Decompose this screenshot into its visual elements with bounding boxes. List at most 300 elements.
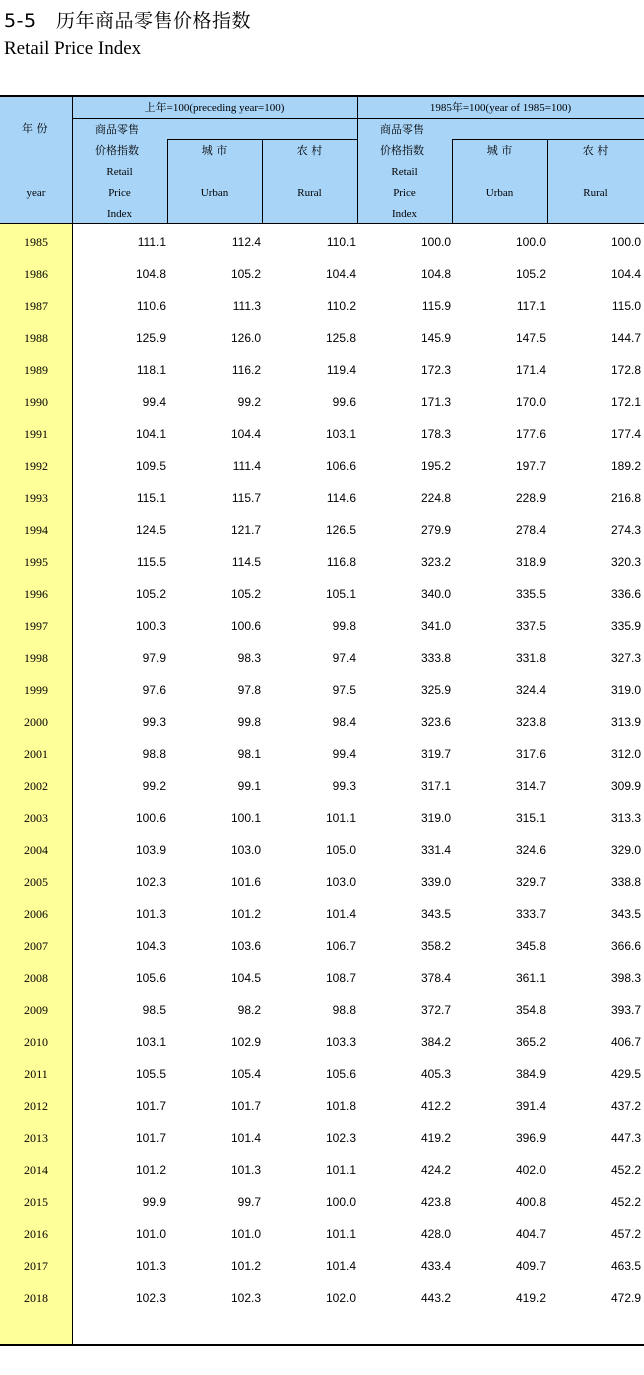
value-cell: 224.8 (420, 491, 451, 505)
value-cell: 98.4 (332, 715, 356, 729)
value-cell: 101.4 (325, 1259, 356, 1273)
value-cell: 98.1 (237, 747, 261, 761)
value-cell: 391.4 (515, 1099, 546, 1113)
value-cell: 98.8 (142, 747, 166, 761)
value-cell: 106.7 (325, 939, 356, 953)
value-cell: 338.8 (610, 875, 641, 889)
value-cell: 463.5 (610, 1259, 641, 1273)
value-cell: 354.8 (515, 1003, 546, 1017)
value-cell: 97.8 (237, 683, 261, 697)
value-cell: 333.8 (420, 651, 451, 665)
value-cell: 345.8 (515, 939, 546, 953)
value-cell: 125.8 (325, 331, 356, 345)
value-cell: 412.2 (420, 1099, 451, 1113)
value-cell: 101.4 (230, 1131, 261, 1145)
value-cell: 97.4 (332, 651, 356, 665)
retail-index-header-en: Index (106, 208, 133, 220)
year-cell: 2002 (24, 779, 48, 793)
value-cell: 378.4 (420, 971, 451, 985)
value-cell: 101.8 (325, 1099, 356, 1113)
year-cell: 2015 (24, 1195, 48, 1209)
value-cell: 97.5 (332, 683, 356, 697)
table-row (0, 1281, 644, 1313)
value-cell: 409.7 (515, 1259, 546, 1273)
value-cell: 472.9 (610, 1291, 641, 1305)
table-row (0, 961, 644, 993)
value-cell: 423.8 (420, 1195, 451, 1209)
value-cell: 110.1 (326, 235, 356, 249)
table-row (0, 257, 644, 289)
rural-header-cn: 农 村 (296, 144, 323, 157)
value-cell: 99.1 (237, 779, 261, 793)
year-cell: 2005 (24, 875, 48, 889)
year-cell: 2009 (24, 1003, 48, 1017)
value-cell: 402.0 (515, 1163, 546, 1177)
table-row (0, 993, 644, 1025)
year-cell: 1990 (24, 395, 48, 409)
value-cell: 101.0 (135, 1227, 166, 1241)
value-cell: 315.1 (515, 811, 546, 825)
retail-index-header-cn: 价格指数 (380, 144, 424, 157)
year-cell: 1985 (24, 235, 48, 249)
value-cell: 103.9 (135, 843, 166, 857)
value-cell: 279.9 (420, 523, 451, 537)
value-cell: 419.2 (420, 1131, 451, 1145)
group-divider (357, 97, 358, 223)
value-cell: 109.5 (135, 459, 166, 473)
table-row (0, 513, 644, 545)
value-cell: 343.5 (610, 907, 641, 921)
table-row (0, 801, 644, 833)
value-cell: 317.1 (420, 779, 451, 793)
year-cell: 2013 (24, 1131, 48, 1145)
page-subtitle: Retail Price Index (4, 38, 142, 59)
value-cell: 106.6 (325, 459, 356, 473)
table-row (0, 897, 644, 929)
value-cell: 100.0 (610, 235, 641, 249)
value-cell: 278.4 (515, 523, 546, 537)
value-cell: 124.5 (135, 523, 166, 537)
value-cell: 313.9 (610, 715, 641, 729)
year-cell: 2017 (24, 1259, 48, 1273)
value-cell: 309.9 (610, 779, 641, 793)
value-cell: 110.6 (136, 299, 166, 313)
value-cell: 100.1 (230, 811, 261, 825)
group-underline (72, 118, 644, 119)
value-cell: 145.9 (420, 331, 451, 345)
value-cell: 101.2 (135, 1163, 166, 1177)
table-row (0, 1185, 644, 1217)
value-cell: 115.1 (136, 491, 166, 505)
value-cell: 147.5 (515, 331, 546, 345)
year-cell: 2000 (24, 715, 48, 729)
value-cell: 170.0 (515, 395, 546, 409)
value-cell: 101.2 (230, 1259, 261, 1273)
year-cell: 1997 (24, 619, 48, 633)
subheader-line-2 (452, 139, 644, 140)
value-cell: 384.2 (420, 1035, 451, 1049)
value-cell: 172.8 (610, 363, 641, 377)
year-cell: 2007 (24, 939, 48, 953)
value-cell: 177.4 (610, 427, 641, 441)
table-row (0, 1121, 644, 1153)
value-cell: 116.8 (326, 555, 356, 569)
value-cell: 98.5 (142, 1003, 166, 1017)
retail-price-index-table (0, 95, 644, 1346)
year-cell: 2006 (24, 907, 48, 921)
page-title: 5-5 历年商品零售价格指数 (4, 10, 252, 32)
value-cell: 110.2 (326, 299, 356, 313)
year-cell: 1996 (24, 587, 48, 601)
value-cell: 319.0 (610, 683, 641, 697)
value-cell: 323.8 (515, 715, 546, 729)
group-header-1985: 1985年=100(year of 1985=100) (429, 102, 572, 114)
table-row (0, 289, 644, 321)
value-cell: 101.4 (325, 907, 356, 921)
table-row (0, 609, 644, 641)
table-row (0, 417, 644, 449)
retail-index-header-cn: 商品零售 (95, 123, 139, 136)
year-cell: 2011 (24, 1067, 48, 1081)
year-cell: 1991 (24, 427, 48, 441)
value-cell: 125.9 (135, 331, 166, 345)
value-cell: 105.6 (135, 971, 166, 985)
value-cell: 437.2 (610, 1099, 641, 1113)
year-cell: 2010 (24, 1035, 48, 1049)
value-cell: 319.7 (420, 747, 451, 761)
value-cell: 144.7 (610, 331, 641, 345)
value-cell: 99.7 (237, 1195, 261, 1209)
value-cell: 126.5 (325, 523, 356, 537)
value-cell: 404.7 (515, 1227, 546, 1241)
value-cell: 335.5 (515, 587, 546, 601)
table-row (0, 449, 644, 481)
value-cell: 358.2 (420, 939, 451, 953)
value-cell: 178.3 (420, 427, 451, 441)
value-cell: 100.0 (515, 235, 546, 249)
table-row (0, 321, 644, 353)
value-cell: 452.2 (610, 1195, 641, 1209)
value-cell: 457.2 (610, 1227, 641, 1241)
value-cell: 274.3 (610, 523, 641, 537)
table-row (0, 929, 644, 961)
value-cell: 103.0 (230, 843, 261, 857)
value-cell: 105.2 (230, 267, 261, 281)
table-row (0, 737, 644, 769)
value-cell: 104.5 (230, 971, 261, 985)
value-cell: 105.5 (135, 1067, 166, 1081)
value-cell: 101.3 (135, 907, 166, 921)
value-cell: 105.2 (230, 587, 261, 601)
value-cell: 104.4 (230, 427, 261, 441)
value-cell: 99.8 (332, 619, 356, 633)
urban-header-cn: 城 市 (486, 144, 513, 157)
value-cell: 115.0 (611, 299, 641, 313)
value-cell: 324.4 (515, 683, 546, 697)
urban-header-en: Urban (485, 187, 514, 199)
year-cell: 2001 (24, 747, 48, 761)
value-cell: 100.6 (230, 619, 261, 633)
table-row (0, 865, 644, 897)
value-cell: 337.5 (515, 619, 546, 633)
year-cell: 1998 (24, 651, 48, 665)
year-cell: 1986 (24, 267, 48, 281)
retail-index-header-en: Price (108, 187, 131, 199)
value-cell: 361.1 (515, 971, 546, 985)
value-cell: 452.2 (610, 1163, 641, 1177)
year-cell: 1995 (24, 555, 48, 569)
retail-index-header-cn: 商品零售 (380, 123, 424, 136)
year-cell: 2014 (24, 1163, 48, 1177)
value-cell: 101.3 (230, 1163, 261, 1177)
value-cell: 105.0 (325, 843, 356, 857)
value-cell: 103.3 (325, 1035, 356, 1049)
rural-header-en: Rural (297, 187, 322, 199)
value-cell: 320.3 (610, 555, 641, 569)
value-cell: 329.0 (610, 843, 641, 857)
value-cell: 103.0 (325, 875, 356, 889)
year-cell: 1993 (24, 491, 48, 505)
value-cell: 111.4 (232, 459, 261, 473)
value-cell: 114.5 (231, 555, 261, 569)
retail-index-header-en: Retail (106, 166, 133, 178)
value-cell: 339.0 (420, 875, 451, 889)
table-row (0, 225, 644, 257)
value-cell: 216.8 (610, 491, 641, 505)
value-cell: 116.2 (231, 363, 261, 377)
value-cell: 100.0 (420, 235, 451, 249)
value-cell: 115.9 (421, 299, 451, 313)
year-cell: 2004 (24, 843, 48, 857)
value-cell: 101.1 (325, 811, 356, 825)
year-cell: 1989 (24, 363, 48, 377)
value-cell: 177.6 (515, 427, 546, 441)
value-cell: 103.6 (230, 939, 261, 953)
value-cell: 323.2 (420, 555, 451, 569)
value-cell: 97.9 (142, 651, 166, 665)
table-row (0, 1217, 644, 1249)
value-cell: 99.4 (332, 747, 356, 761)
value-cell: 428.0 (420, 1227, 451, 1241)
value-cell: 314.7 (515, 779, 546, 793)
value-cell: 102.3 (325, 1131, 356, 1145)
year-cell: 2016 (24, 1227, 48, 1241)
value-cell: 340.0 (420, 587, 451, 601)
value-cell: 102.3 (230, 1291, 261, 1305)
header-divider (72, 97, 73, 223)
value-cell: 99.2 (142, 779, 166, 793)
value-cell: 114.6 (326, 491, 356, 505)
value-cell: 424.2 (420, 1163, 451, 1177)
year-cell: 1994 (24, 523, 48, 537)
year-cell: 1988 (24, 331, 48, 345)
table-row (0, 545, 644, 577)
value-cell: 111.1 (137, 235, 166, 249)
value-cell: 121.7 (230, 523, 261, 537)
value-cell: 104.1 (135, 427, 166, 441)
value-cell: 112.4 (231, 235, 261, 249)
table-row (0, 1249, 644, 1281)
value-cell: 318.9 (515, 555, 546, 569)
value-cell: 99.9 (142, 1195, 166, 1209)
value-cell: 197.7 (515, 459, 546, 473)
value-cell: 101.3 (135, 1259, 166, 1273)
value-cell: 99.3 (142, 715, 166, 729)
value-cell: 103.1 (325, 427, 356, 441)
retail-index-header-en: Price (393, 187, 416, 199)
value-cell: 101.6 (230, 875, 261, 889)
value-cell: 115.7 (231, 491, 261, 505)
value-cell: 105.6 (325, 1067, 356, 1081)
year-cell: 1992 (24, 459, 48, 473)
value-cell: 329.7 (515, 875, 546, 889)
value-cell: 117.1 (516, 299, 546, 313)
year-cell: 2008 (24, 971, 48, 985)
value-cell: 228.9 (515, 491, 546, 505)
retail-index-header-en: Retail (391, 166, 418, 178)
urban-header-en: Urban (200, 187, 229, 199)
table-row (0, 705, 644, 737)
value-cell: 101.1 (325, 1227, 356, 1241)
value-cell: 99.2 (237, 395, 261, 409)
value-cell: 118.1 (136, 363, 166, 377)
value-cell: 365.2 (515, 1035, 546, 1049)
value-cell: 419.2 (515, 1291, 546, 1305)
value-cell: 105.1 (325, 587, 356, 601)
value-cell: 126.0 (230, 331, 261, 345)
year-cell: 1999 (24, 683, 48, 697)
year-header-cell (0, 97, 72, 223)
value-cell: 396.9 (515, 1131, 546, 1145)
value-cell: 384.9 (515, 1067, 546, 1081)
value-cell: 172.3 (420, 363, 451, 377)
value-cell: 325.9 (420, 683, 451, 697)
value-cell: 105.2 (515, 267, 546, 281)
value-cell: 99.6 (332, 395, 356, 409)
value-cell: 341.0 (420, 619, 451, 633)
value-cell: 104.4 (325, 267, 356, 281)
value-cell: 372.7 (420, 1003, 451, 1017)
value-cell: 171.3 (420, 395, 451, 409)
value-cell: 98.8 (332, 1003, 356, 1017)
value-cell: 312.0 (610, 747, 641, 761)
value-cell: 406.7 (610, 1035, 641, 1049)
value-cell: 443.2 (420, 1291, 451, 1305)
table-row (0, 641, 644, 673)
year-cell: 2018 (24, 1291, 48, 1305)
value-cell: 405.3 (420, 1067, 451, 1081)
value-cell: 101.7 (135, 1099, 166, 1113)
value-cell: 111.3 (232, 299, 261, 313)
value-cell: 319.0 (420, 811, 451, 825)
value-cell: 100.3 (135, 619, 166, 633)
value-cell: 97.6 (142, 683, 166, 697)
value-cell: 102.0 (325, 1291, 356, 1305)
value-cell: 189.2 (610, 459, 641, 473)
value-cell: 400.8 (515, 1195, 546, 1209)
year-cell: 2012 (24, 1099, 48, 1113)
value-cell: 98.2 (237, 1003, 261, 1017)
value-cell: 447.3 (610, 1131, 641, 1145)
value-cell: 105.4 (230, 1067, 261, 1081)
value-cell: 103.1 (135, 1035, 166, 1049)
value-cell: 105.2 (135, 587, 166, 601)
value-cell: 104.8 (135, 267, 166, 281)
retail-index-header-en: Index (391, 208, 418, 220)
value-cell: 313.3 (610, 811, 641, 825)
table-row (0, 1057, 644, 1089)
value-cell: 317.6 (515, 747, 546, 761)
value-cell: 102.3 (135, 875, 166, 889)
value-cell: 324.6 (515, 843, 546, 857)
table-row (0, 673, 644, 705)
value-cell: 101.7 (230, 1099, 261, 1113)
value-cell: 398.3 (610, 971, 641, 985)
table-row (0, 353, 644, 385)
value-cell: 101.7 (135, 1131, 166, 1145)
value-cell: 393.7 (610, 1003, 641, 1017)
table-row (0, 1025, 644, 1057)
year-cell: 2003 (24, 811, 48, 825)
rural-header-en: Rural (583, 187, 608, 199)
value-cell: 108.7 (325, 971, 356, 985)
value-cell: 366.6 (610, 939, 641, 953)
value-cell: 331.8 (515, 651, 546, 665)
value-cell: 104.8 (420, 267, 451, 281)
table-row (0, 481, 644, 513)
value-cell: 336.6 (610, 587, 641, 601)
table-row (0, 577, 644, 609)
value-cell: 323.6 (420, 715, 451, 729)
table-row (0, 1153, 644, 1185)
value-cell: 104.3 (135, 939, 166, 953)
value-cell: 171.4 (515, 363, 546, 377)
value-cell: 335.9 (610, 619, 641, 633)
value-cell: 99.3 (332, 779, 356, 793)
year-cell: 1987 (24, 299, 48, 313)
value-cell: 195.2 (420, 459, 451, 473)
table-row (0, 833, 644, 865)
value-cell: 433.4 (420, 1259, 451, 1273)
group-header-preceding-year: 上年=100(preceding year=100) (144, 102, 285, 114)
value-cell: 331.4 (420, 843, 451, 857)
value-cell: 102.9 (230, 1035, 261, 1049)
table-row (0, 1089, 644, 1121)
value-cell: 98.3 (237, 651, 261, 665)
value-cell: 101.1 (325, 1163, 356, 1177)
retail-index-header-cn: 价格指数 (95, 144, 139, 157)
year-header-cn: 年 份 (22, 122, 48, 135)
value-cell: 172.1 (610, 395, 641, 409)
value-cell: 102.3 (135, 1291, 166, 1305)
urban-header-cn: 城 市 (201, 144, 228, 157)
year-header-en: year (26, 187, 46, 199)
table-row (0, 385, 644, 417)
value-cell: 100.0 (325, 1195, 356, 1209)
value-cell: 104.4 (610, 267, 641, 281)
value-cell: 429.5 (610, 1067, 641, 1081)
value-cell: 101.0 (230, 1227, 261, 1241)
value-cell: 119.4 (326, 363, 356, 377)
header-bottom-line (0, 223, 644, 224)
table-row (0, 769, 644, 801)
value-cell: 333.7 (515, 907, 546, 921)
value-cell: 101.2 (230, 907, 261, 921)
value-cell: 115.5 (136, 555, 166, 569)
rural-header-cn: 农 村 (582, 144, 609, 157)
value-cell: 327.3 (610, 651, 641, 665)
value-cell: 100.6 (135, 811, 166, 825)
